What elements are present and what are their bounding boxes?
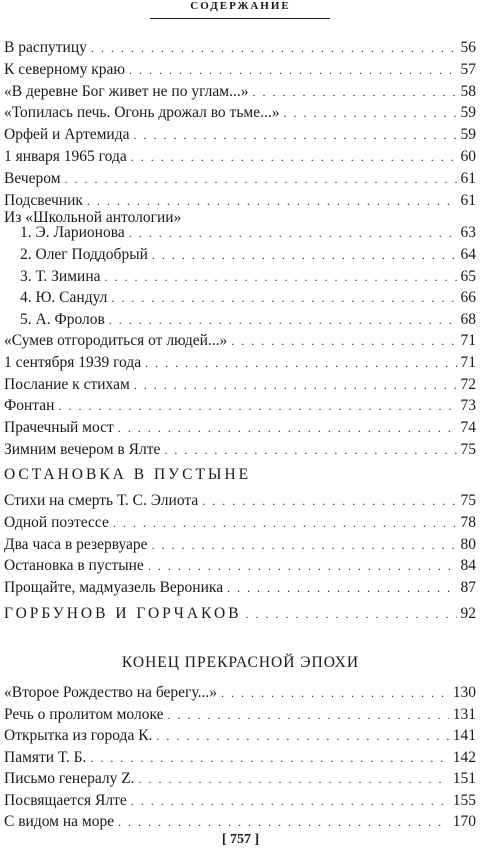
entry-title: С видом на море <box>4 813 115 830</box>
entry-leader <box>131 790 449 812</box>
entry-title: Прачечный мост <box>4 419 114 437</box>
entry-page: 78 <box>460 513 476 531</box>
entry-title: «В деревне Бог живет не по углам...» <box>4 82 249 100</box>
anthology-heading: Из «Школьной антологии» <box>4 209 182 226</box>
entry-title: «Второе Рождество на берегу...» <box>4 684 217 701</box>
entry-title: 4. Ю. Сандул <box>20 289 108 307</box>
entry-page: 155 <box>452 791 476 809</box>
entry-leader <box>65 168 457 190</box>
entry-title: «Сумев отгородиться от людей...» <box>4 332 228 349</box>
entry-leader <box>129 222 457 244</box>
entry-title: Памяти Т. Б. <box>4 748 87 766</box>
entry-page: 141 <box>452 727 476 744</box>
entry-title: Орфей и Артемида <box>4 126 130 144</box>
entry-page: 170 <box>452 813 476 830</box>
entry-page: 58 <box>460 82 476 100</box>
toc-entry <box>4 725 476 747</box>
entry-leader <box>91 37 457 59</box>
toc-entry <box>4 490 476 512</box>
entry-page: 65 <box>460 267 476 285</box>
entry-leader <box>131 146 457 168</box>
entry-title: Речь о пролитом молоке <box>4 705 164 723</box>
toc-entry <box>4 768 476 790</box>
entry-title: В распутицу <box>4 39 87 56</box>
entry-page: 66 <box>460 289 476 307</box>
entry-page: 75 <box>460 492 476 509</box>
entry-leader <box>129 59 457 81</box>
entry-page: 61 <box>460 191 476 209</box>
entry-title: Подсвечник <box>4 191 83 209</box>
entry-title: «Топилась печь. Огонь дрожал во тьме...» <box>4 104 280 122</box>
entry-page: 59 <box>460 126 476 144</box>
entry-title: Два часа в резервуаре <box>4 535 148 553</box>
entry-page: 142 <box>452 748 476 766</box>
entry-title: К северному краю <box>4 60 125 78</box>
entry-page: 71 <box>460 353 476 371</box>
entry-title: 1 сентября 1939 года <box>4 353 142 371</box>
toc-entry <box>4 811 476 833</box>
entry-page: 75 <box>460 441 476 458</box>
toc-entry <box>4 330 476 352</box>
entry-leader <box>167 704 448 726</box>
entry-leader <box>152 244 457 266</box>
entry-leader <box>148 555 457 577</box>
entry-leader <box>105 266 457 288</box>
section-heading-konets: КОНЕЦ ПРЕКРАСНОЙ ЭПОХИ <box>121 654 360 671</box>
entry-page: 84 <box>460 557 476 575</box>
entry-leader <box>145 352 456 374</box>
running-header: СОДЕРЖАНИЕ <box>190 0 291 12</box>
toc-entry <box>4 682 476 704</box>
entry-page: 73 <box>460 397 476 415</box>
entry-title: Прощайте, мадмуазель Вероника <box>4 579 224 597</box>
toc-entry <box>4 222 476 244</box>
entry-leader <box>139 768 449 790</box>
entry-title: Письмо генералу Z. <box>4 770 135 787</box>
entry-page: 87 <box>460 579 476 597</box>
entry-leader <box>118 811 449 833</box>
entry-title: Одной поэтессе <box>4 513 109 531</box>
entry-page: 57 <box>460 60 476 78</box>
entry-leader <box>111 287 456 309</box>
toc-entry <box>4 512 476 534</box>
entry-leader <box>246 603 457 625</box>
entry-title: Стихи на смерть Т. С. Элиота <box>4 492 199 509</box>
entry-title: Фонтан <box>4 397 55 415</box>
toc-entry <box>4 102 476 124</box>
section-entry-gorbunov <box>4 603 476 625</box>
entry-page: 130 <box>452 684 476 701</box>
toc-entry <box>4 266 476 288</box>
entry-title: 1. Э. Ларионова <box>20 224 125 241</box>
entry-page: 56 <box>460 39 476 56</box>
entry-page: 74 <box>460 419 476 437</box>
entry-leader <box>164 439 456 461</box>
header-rule <box>150 18 330 19</box>
entry-title: Остановка в пустыне <box>4 557 144 575</box>
toc-entry <box>4 81 476 103</box>
entry-page: 63 <box>460 224 476 241</box>
toc-entry <box>4 37 476 59</box>
entry-leader <box>58 395 456 417</box>
toc-entry <box>4 747 476 769</box>
entry-page: 59 <box>460 104 476 122</box>
entry-leader <box>221 682 449 704</box>
toc-entry <box>4 555 476 577</box>
toc-entry <box>4 374 476 396</box>
entry-page: 71 <box>460 332 476 349</box>
toc-entry <box>4 790 476 812</box>
entry-title: ГОРБУНОВ И ГОРЧАКОВ <box>4 605 242 622</box>
toc-entry <box>4 352 476 374</box>
toc-entry <box>4 244 476 266</box>
toc-entry <box>4 439 476 461</box>
entry-page: 60 <box>460 148 476 165</box>
toc-entry <box>4 124 476 146</box>
entry-page: 61 <box>460 169 476 187</box>
entry-leader <box>133 124 456 146</box>
entry-leader <box>227 577 456 599</box>
entry-title: Зимним вечером в Ялте <box>4 441 161 458</box>
toc-entry <box>4 704 476 726</box>
entry-title: Вечером <box>4 169 61 187</box>
entry-title: 1 января 1965 года <box>4 148 127 165</box>
entry-page: 151 <box>452 770 476 787</box>
toc-entry <box>4 577 476 599</box>
entry-title: 3. Т. Зимина <box>20 267 101 285</box>
entry-page: 72 <box>460 375 476 393</box>
entry-page: 64 <box>460 245 476 263</box>
toc-entry <box>4 417 476 439</box>
entry-page: 80 <box>460 535 476 553</box>
entry-leader <box>109 309 457 331</box>
toc-entry <box>4 59 476 81</box>
toc-entry <box>4 168 476 190</box>
entry-leader <box>113 512 457 534</box>
entry-title: Открытка из города К. <box>4 727 153 744</box>
toc-entry <box>4 146 476 168</box>
entry-title: Послание к стихам <box>4 375 130 393</box>
entry-page: 92 <box>460 605 476 622</box>
toc-entry <box>4 309 476 331</box>
entry-leader <box>156 725 448 747</box>
entry-page: 68 <box>460 311 476 329</box>
entry-page: 131 <box>452 705 476 723</box>
entry-title: Посвящается Ялте <box>4 791 127 809</box>
toc-entry <box>4 287 476 309</box>
page-number: [ 757 ] <box>221 832 260 847</box>
toc-entry <box>4 395 476 417</box>
entry-leader <box>231 330 456 352</box>
section-heading-ostanovka: ОСТАНОВКА В ПУСТЫНЕ <box>4 466 252 483</box>
entry-leader <box>202 490 456 512</box>
entry-leader <box>118 417 457 439</box>
entry-leader <box>152 534 457 556</box>
toc-entry <box>4 534 476 556</box>
entry-title: 5. А. Фролов <box>20 311 105 329</box>
entry-leader <box>283 102 456 124</box>
entry-title: 2. Олег Поддобрый <box>20 245 148 263</box>
entry-leader <box>134 374 457 396</box>
entry-leader <box>252 81 456 103</box>
entry-leader <box>90 747 448 769</box>
